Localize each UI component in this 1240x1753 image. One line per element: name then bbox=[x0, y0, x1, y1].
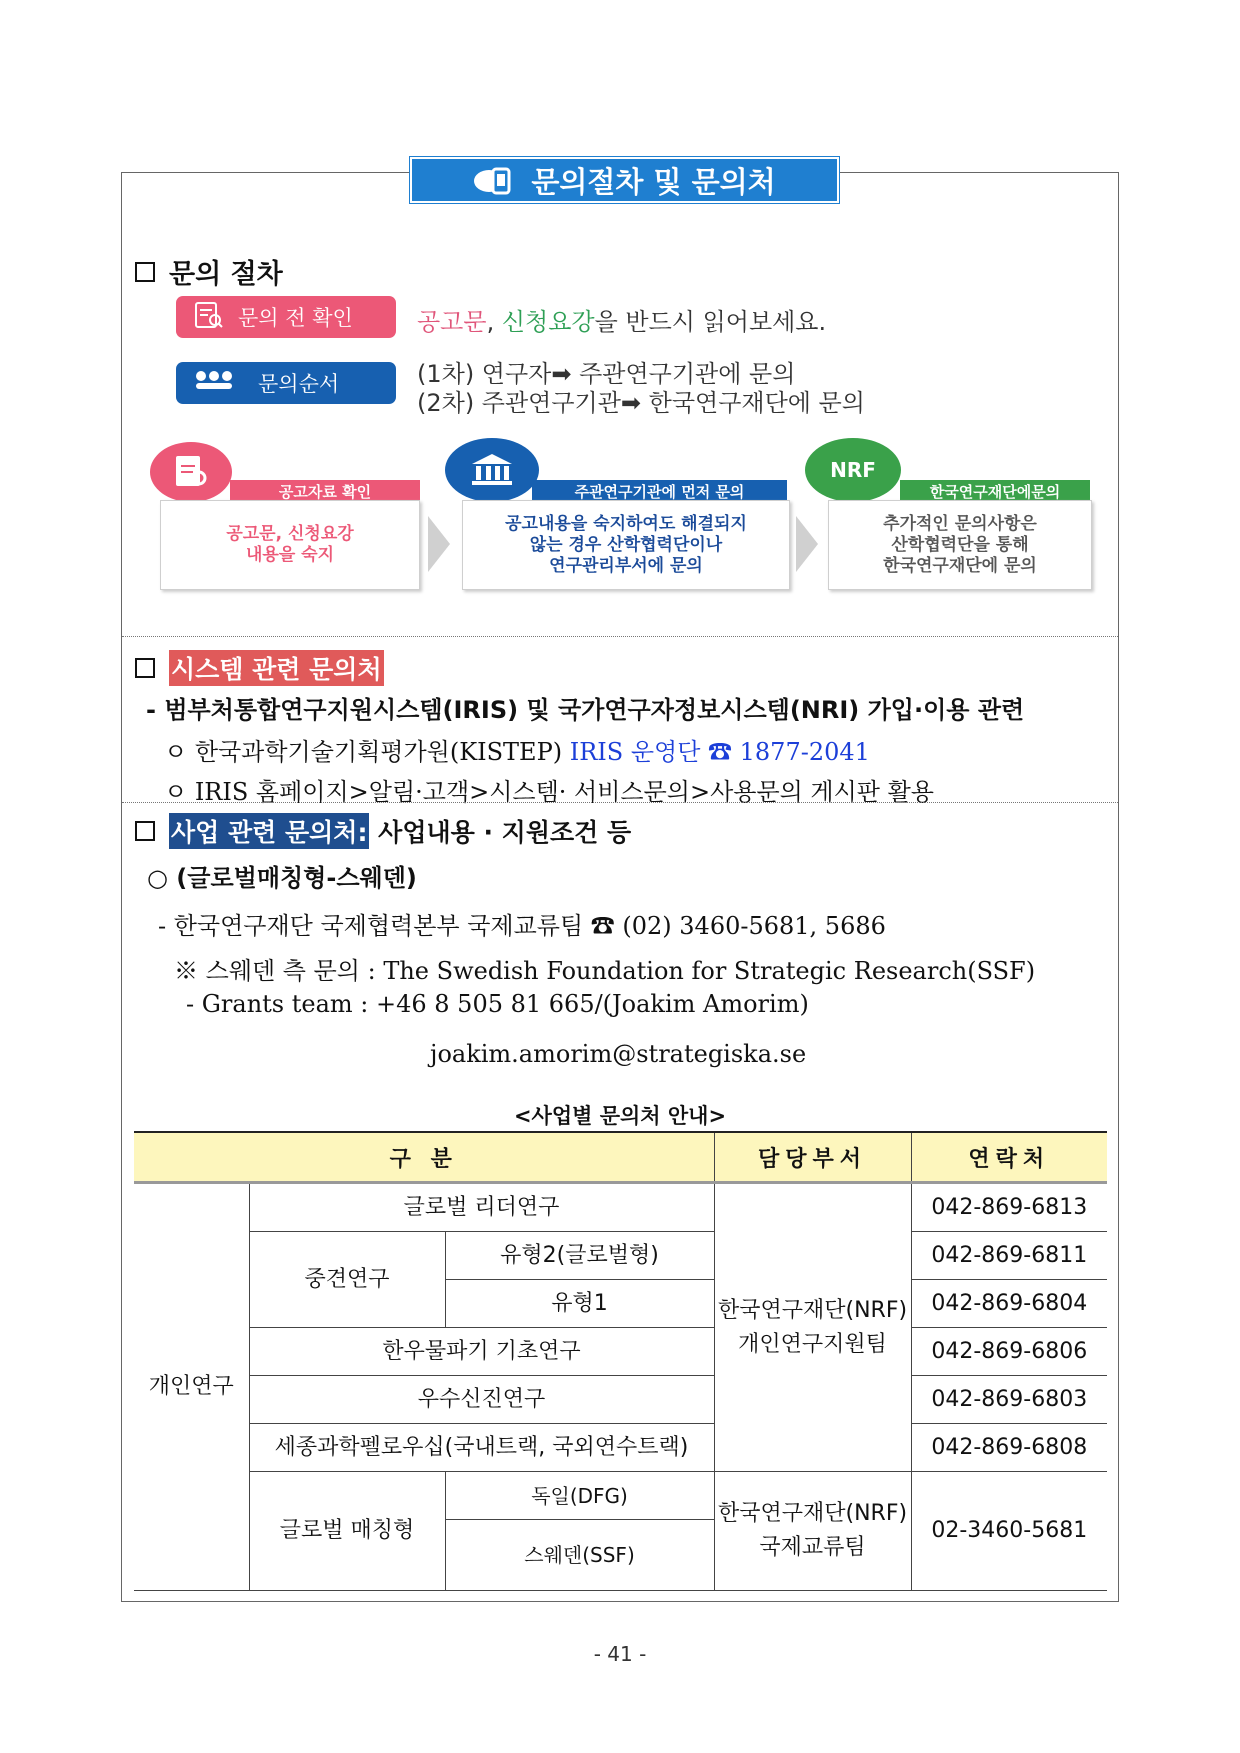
program-cell: 글로벌 매칭형 bbox=[249, 1472, 445, 1591]
header-category: 구 분 bbox=[134, 1132, 714, 1183]
phone-icon bbox=[473, 167, 517, 193]
header-dept: 담당부서 bbox=[714, 1132, 911, 1183]
table-row bbox=[134, 1424, 1107, 1472]
phone-cell: 02-3460-5681 bbox=[911, 1472, 1107, 1591]
table-row bbox=[134, 1328, 1107, 1376]
subprogram-cell: 독일(DFG) bbox=[445, 1472, 714, 1520]
checkbox-icon bbox=[135, 262, 155, 282]
dept-cell: 한국연구재단(NRF) 국제교류팀 bbox=[714, 1472, 911, 1591]
arrow-right-icon bbox=[796, 516, 818, 572]
group-cell: 개인연구 bbox=[134, 1183, 249, 1591]
people-icon bbox=[194, 369, 234, 398]
program-cell: 세종과학펠로우십(국내트랙, 국외연수트랙) bbox=[249, 1424, 714, 1472]
table-row bbox=[134, 1183, 1107, 1232]
nrf-logo-icon: NRF bbox=[805, 438, 901, 502]
step-1-tag: 공고자료 확인 bbox=[230, 480, 420, 502]
system-subtitle: - 범부처통합연구지원시스템(IRIS) 및 국가연구자정보시스템(NRI) 가입·이용 관련 bbox=[146, 696, 1025, 724]
business-heading: 사업 관련 문의처: 사업내용 · 지원조건 등 bbox=[135, 813, 631, 849]
order-line-1: (1차) 연구자➡ 주관연구기관에 문의 bbox=[417, 360, 796, 388]
arrow-right-icon bbox=[428, 516, 450, 572]
section-divider bbox=[122, 636, 1118, 637]
procedure-heading bbox=[135, 252, 283, 291]
procedure-title: 문의 절차 bbox=[169, 259, 283, 290]
phone-cell: 042-869-6811 bbox=[911, 1232, 1107, 1280]
dept-cell: 한국연구재단(NRF) 개인연구지원팀 bbox=[714, 1183, 911, 1472]
contact-table bbox=[134, 1131, 1107, 1591]
step-2-tag: 주관연구기관에 먼저 문의 bbox=[532, 480, 787, 502]
subprogram-cell: 유형2(글로벌형) bbox=[445, 1232, 714, 1280]
page-number: - 41 - bbox=[593, 1642, 647, 1666]
program-cell: 글로벌 리더연구 bbox=[249, 1183, 714, 1232]
institution-icon bbox=[445, 438, 539, 502]
phone-cell: 042-869-6804 bbox=[911, 1280, 1107, 1328]
table-row bbox=[134, 1376, 1107, 1424]
system-title: 시스템 관련 문의처 bbox=[169, 650, 384, 686]
order-line-2: (2차) 주관연구기관➡ 한국연구재단에 문의 bbox=[417, 389, 865, 417]
inquiry-order-pill bbox=[176, 362, 396, 404]
phone-cell: 042-869-6808 bbox=[911, 1424, 1107, 1472]
checkbox-icon bbox=[135, 658, 155, 678]
pre-check-text: 공고문, 신청요강을 반드시 읽어보세요. bbox=[417, 308, 827, 336]
phone-cell: 042-869-6806 bbox=[911, 1328, 1107, 1376]
step-3-tag: 한국연구재단에문의 bbox=[900, 480, 1090, 502]
section-banner bbox=[410, 157, 839, 203]
table-row bbox=[134, 1472, 1107, 1520]
system-line-2: ㅇ IRIS 홈페이지>알림·고객>시스템· 서비스문의>사용문의 게시판 활용 bbox=[164, 778, 934, 806]
checkbox-icon bbox=[135, 821, 155, 841]
program-cell: 한우물파기 기초연구 bbox=[249, 1328, 714, 1376]
business-grants-line: - Grants team : +46 8 505 81 665/(Joakim Amorim) bbox=[186, 990, 809, 1018]
phone-cell: 042-869-6813 bbox=[911, 1183, 1107, 1232]
system-heading bbox=[135, 650, 384, 686]
business-email: joakim.amorim@strategiska.se bbox=[430, 1040, 807, 1068]
subprogram-cell: 스웨덴(SSF) bbox=[445, 1520, 714, 1591]
table-caption: <사업별 문의처 안내> bbox=[513, 1104, 727, 1128]
business-dept-line: - 한국연구재단 국제협력본부 국제교류팀 ☎ (02) 3460-5681, 5686 bbox=[158, 912, 886, 940]
program-cell: 우수신진연구 bbox=[249, 1376, 714, 1424]
pre-check-label: 문의 전 확인 bbox=[238, 306, 353, 330]
step-1-box: 공고문, 신청요강 내용을 숙지 bbox=[160, 500, 420, 590]
step-2-box: 공고내용을 숙지하여도 해결되지 않는 경우 산학협력단이나 연구관리부서에 문의 bbox=[462, 500, 790, 590]
subprogram-cell: 유형1 bbox=[445, 1280, 714, 1328]
inquiry-order-label: 문의순서 bbox=[258, 372, 340, 396]
system-line-1: ㅇ 한국과학기술기획평가원(KISTEP) IRIS 운영단 ☎ 1877-2041 bbox=[164, 738, 870, 766]
program-cell: 중견연구 bbox=[249, 1232, 445, 1328]
phone-cell: 042-869-6803 bbox=[911, 1376, 1107, 1424]
banner-title: 문의절차 및 문의처 bbox=[531, 164, 776, 199]
business-item: ○ (글로벌매칭형-스웨덴) bbox=[147, 864, 417, 892]
pre-check-pill bbox=[176, 296, 396, 338]
business-title: 사업 관련 문의처: bbox=[169, 813, 369, 849]
section-divider bbox=[122, 802, 1118, 803]
business-sweden-line: ※ 스웨덴 측 문의 : The Swedish Foundation for Strategic Research(SSF) bbox=[174, 957, 1036, 985]
step-3-box: 추가적인 문의사항은 산학협력단을 통해 한국연구재단에 문의 bbox=[828, 500, 1092, 590]
document-search-icon bbox=[194, 301, 224, 334]
document-check-icon bbox=[150, 442, 232, 502]
header-contact: 연락처 bbox=[911, 1132, 1107, 1183]
table-row bbox=[134, 1232, 1107, 1280]
